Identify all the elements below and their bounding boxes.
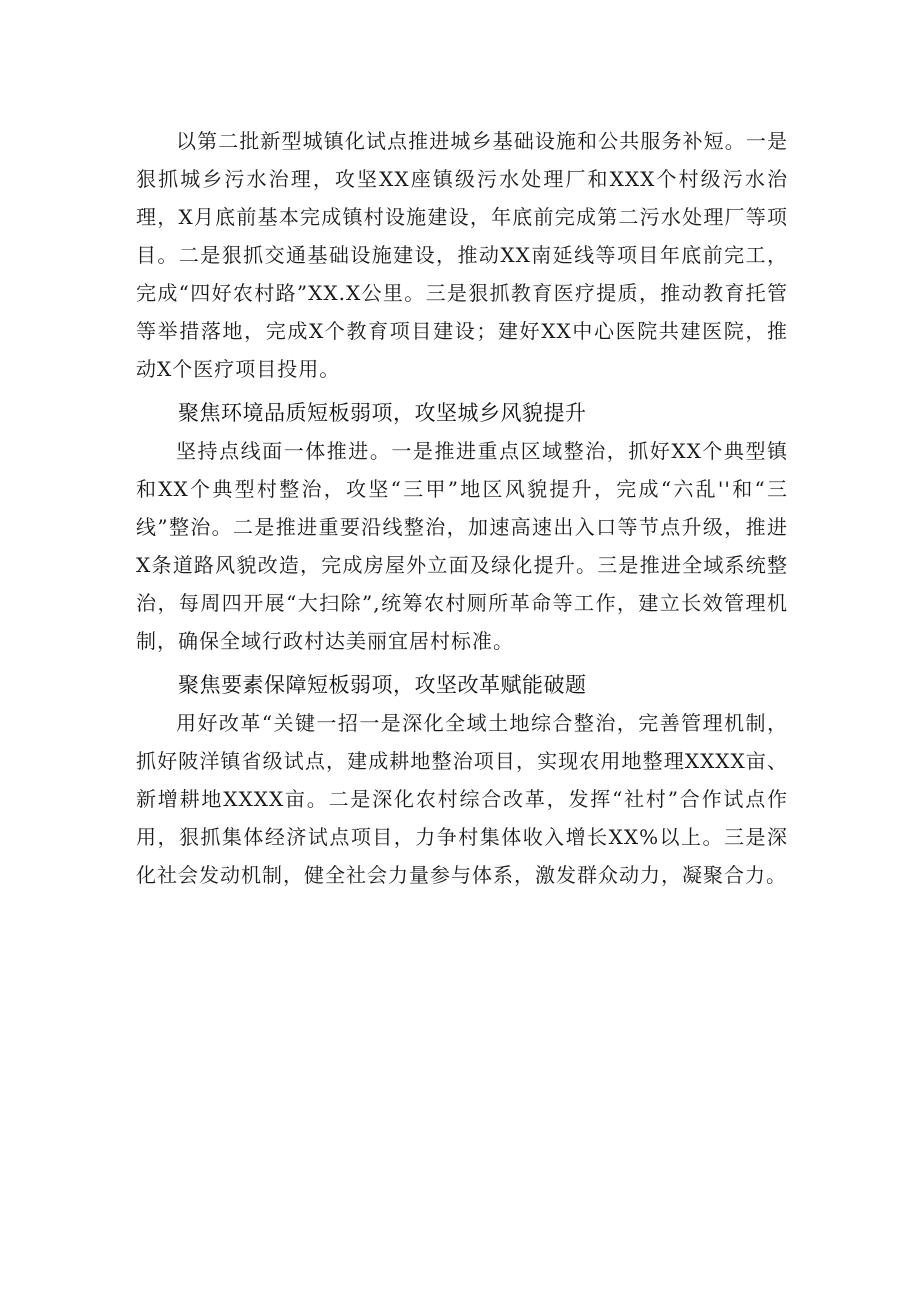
section-heading-reform: 聚焦要素保障短板弱项，攻坚改革赋能破题 bbox=[178, 673, 587, 697]
document-body bbox=[136, 122, 788, 894]
section-heading-environment: 聚焦环境品质短板弱项，攻坚城乡风貌提升 bbox=[178, 401, 587, 425]
paragraph-environment: 坚持点线面一体推进。一是推进重点区域整治，抓好XX个典型镇和XX个典型村整治，攻坚“三甲”地区风貌提升，完成“六乱''和“三线”整治。二是推进重要沿线整治，加速高速出入口等节点升级，推进X条道路风貌改造，完成房屋外立面及绿化提升。三是推进全域系统整治，每周四开展“大扫除”,统筹农村厕所革命等工作，建立长效管理机制，确保全域行政村达美丽宜居村标准。 bbox=[136, 439, 788, 653]
paragraph-infrastructure: 以第二批新型城镇化试点推进城乡基础设施和公共服务补短。一是狠抓城乡污水治理，攻坚XX座镇级污水处理厂和XXX个村级污水治理，X月底前基本完成镇村设施建设，年底前完成第二污水处理厂等项目。二是狠抓交通基础设施建设，推动XX南延线等项目年底前完工，完成“四好农村路”XX.X公里。三是狠抓教育医疗提质，推动教育托管等举措落地，完成X个教育项目建设；建好XX中心医院共建医院，推动X个医疗项目投用。 bbox=[136, 129, 788, 381]
paragraph-reform: 用好改革“关键一招一是深化全域土地综合整治，完善管理机制，抓好陂洋镇省级试点，建成耕地整治项目，实现农用地整理XXXX亩、新增耕地XXXX亩。二是深化农村综合改革，发挥“社村”合作试点作用，狠抓集体经济试点项目，力争村集体收入增长XX%以上。三是深化社会发动机制，健全社会力量参与体系，激发群众动力，凝聚合力。 bbox=[136, 711, 788, 887]
